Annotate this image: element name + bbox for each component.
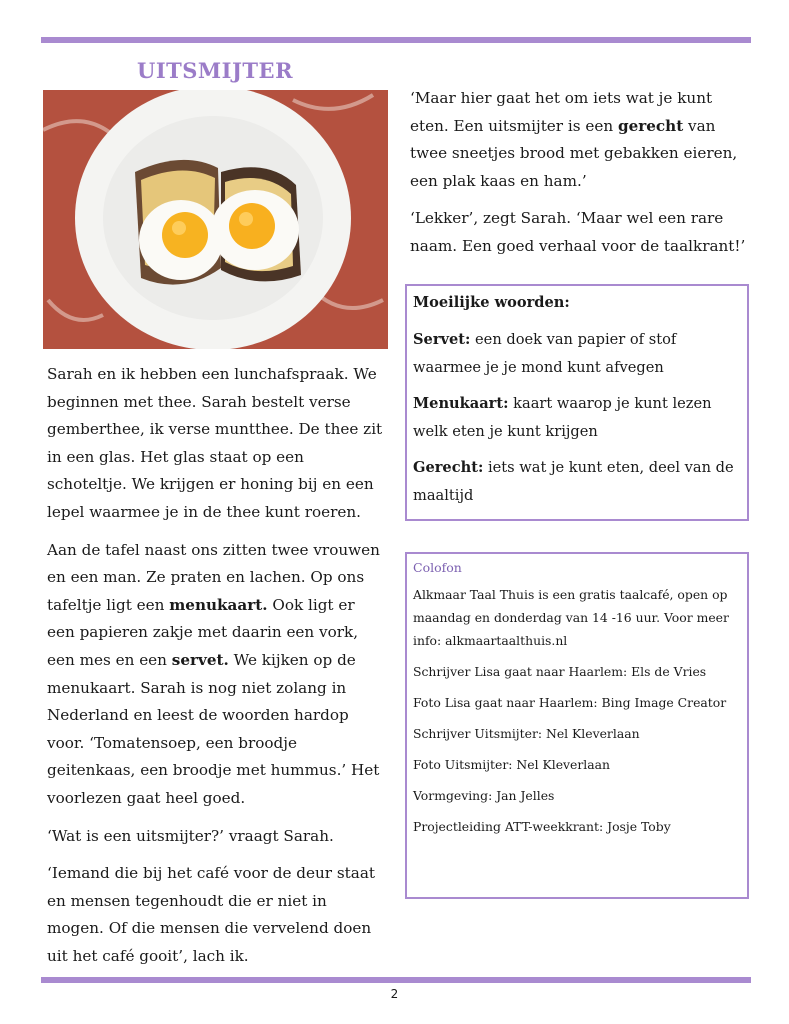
top-divider [41, 37, 751, 43]
colofon-line: Projectleiding ATT-weekkrant: Josje Toby [413, 819, 671, 834]
colofon-line: Foto Uitsmijter: Nel Kleverlaan [413, 757, 611, 772]
paragraph-question [47, 823, 387, 851]
text-run: van twee sneetjes brood met gebakken eieren, een plak kaas en ham.’ [410, 116, 738, 190]
text-run: ‘Wat is een uitsmijter?’ vraagt Sarah. [47, 826, 334, 845]
difficult-words-heading: Moeilijke woorden: [413, 294, 570, 311]
colofon-line: Alkmaar Taal Thuis is een gratis taalcafé, open op maandag en donderdag van 14 -16 uur. Voor meer info: alkmaartaalthuis.nl [413, 587, 729, 648]
article-right-column [410, 85, 752, 271]
bold-keyword: menukaart. [169, 595, 268, 614]
word-term: Servet: [413, 331, 471, 348]
colofon-line: Schrijver Uitsmijter: Nel Kleverlaan [413, 726, 640, 741]
paragraph-tasty [410, 205, 752, 260]
colofon-heading: Colofon [413, 560, 462, 575]
colofon-line: Foto Lisa gaat naar Haarlem: Bing Image Creator [413, 695, 727, 710]
paragraph-lunch [47, 361, 387, 527]
bottom-divider [41, 977, 751, 983]
paragraph-table [47, 537, 387, 813]
bold-keyword: gerecht [617, 116, 684, 135]
word-term: Menukaart: [413, 395, 509, 412]
text-run: ‘Maar hier gaat het om iets wat je kunt eten. Een uitsmijter is een [410, 89, 713, 135]
word-definition: iets wat je kunt eten, deel van de maaltijd [413, 459, 734, 504]
text-run: ‘Iemand die bij het café voor de deur staat en mensen tegenhoudt die er niet in mogen. Of die mensen die vervelend doen uit het café gooit’, lach ik. [47, 864, 375, 965]
paragraph-bouncer [47, 860, 387, 970]
page-number: 2 [390, 987, 399, 1001]
text-run: Aan de tafel naast ons zitten twee vrouwen en een man. Ze praten en lachen. Op ons tafeltje ligt een [47, 540, 380, 614]
uitsmijter-photo [43, 90, 388, 349]
word-definition: kaart waarop je kunt lezen welk eten je kunt krijgen [413, 395, 712, 440]
text-run: Ook ligt er een papieren zakje met daarin een vork, een mes en een [47, 595, 359, 669]
paragraph-dish [410, 85, 752, 195]
bold-keyword: servet. [171, 650, 229, 669]
text-run: ‘Lekker’, zegt Sarah. ‘Maar wel een rare naam. Een goed verhaal voor de taalkrant!’ [410, 209, 746, 255]
text-run: Sarah en ik hebben een lunchafspraak. We beginnen met thee. Sarah bestelt verse gemberthee, ik verse muntthee. De thee zit in een glas. Het glas staat op een schoteltje. We krijgen er honing bij en een lepel waarmee je in de thee kunt roeren. [47, 365, 383, 521]
word-definition: een doek van papier of stof waarmee je je mond kunt afvegen [413, 331, 677, 376]
text-run: We kijken op de menukaart. Sarah is nog niet zolang in Nederland en leest de woorden hardop voor. ‘Tomatensoep, een broodje geitenkaas, een broodje met hummus.’ Het voorlezen gaat heel goed. [47, 650, 380, 807]
colofon-box [405, 552, 749, 899]
article-title: UITSMIJTER [137, 58, 294, 83]
article-left-column [47, 361, 387, 980]
word-entry-servet [413, 326, 741, 382]
difficult-words-box [405, 284, 749, 521]
colofon-line: Schrijver Lisa gaat naar Haarlem: Els de Vries [413, 664, 707, 679]
word-entry-menukaart [413, 390, 741, 446]
word-term: Gerecht: [413, 459, 484, 476]
colofon-line: Vormgeving: Jan Jelles [413, 788, 555, 803]
word-entry-gerecht [413, 454, 741, 510]
